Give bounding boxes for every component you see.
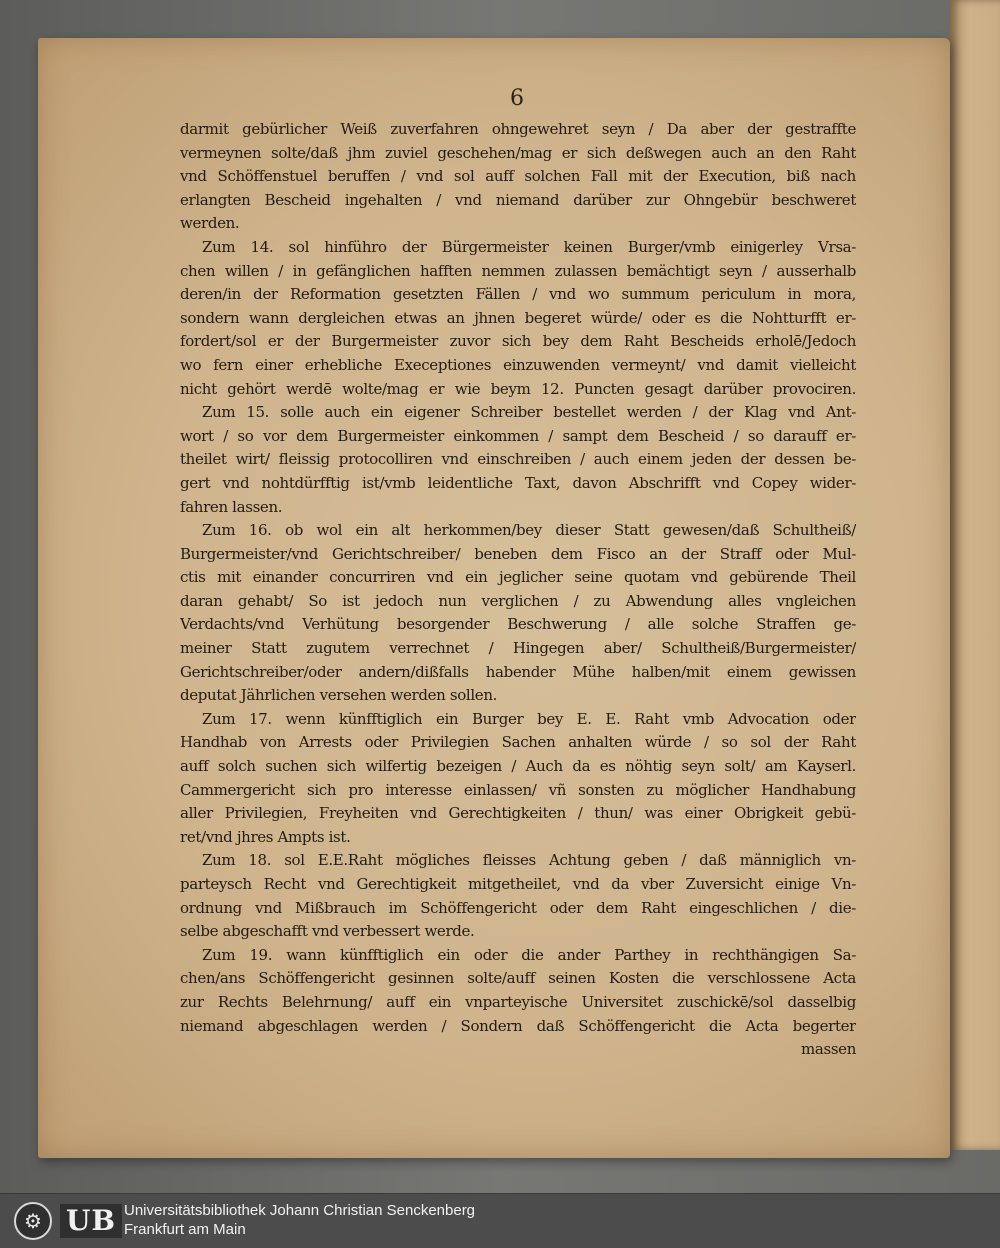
text-line: theilet wirt/ fleissig protocolliren vnd einschreiben / auch einem jeden der dessen be-: [180, 450, 856, 469]
text-line: erlangten Bescheid ingehalten / vnd niemand darüber zur Ohngebür beschweret: [180, 190, 856, 209]
text-line: nicht gehört werdē wolte/mag er wie beym 12. Puncten gesagt darüber provociren.: [180, 379, 856, 398]
text-line: Burgermeister/vnd Gerichtschreiber/ beneben dem Fisco an der Straff oder Mul-: [180, 544, 856, 563]
catchword: massen: [801, 1040, 856, 1059]
text-line: Cammergericht sich pro interesse einlassen/ vñ sonsten zu möglicher Handhabung: [180, 780, 856, 799]
text-line: Handhab von Arrests oder Privilegien Sachen anhalten würde / so sol der Raht: [180, 733, 856, 752]
text-line: Zum 18. sol E.E.Raht mögliches fleisses Achtung geben / daß männiglich vn-: [202, 851, 856, 870]
text-line: gert vnd nohtdürfftig ist/vmb leidentliche Taxt, davon Abschrifft vnd Copey wider-: [180, 473, 856, 492]
text-line: parteysch Recht vnd Gerechtigkeit mitgetheilet, vnd da vber Zuversicht einige Vn-: [180, 875, 856, 893]
text-line: vnd Schöffenstuel beruffen / vnd sol auff solchen Fall mit der Execution, biß nach: [180, 167, 856, 186]
text-line: meiner Statt zugutem verrechnet / Hingegen aber/ Schultheiß/Burgermeister/: [180, 639, 856, 658]
text-line: Zum 16. ob wol ein alt herkommen/bey dieser Statt gewesen/daß Schultheiß/: [202, 521, 856, 540]
text-line: fordert/sol er der Burgermeister zuvor sich bey dem Raht Bescheids erholē/Jedoch: [180, 332, 856, 351]
text-line: Verdachts/vnd Verhütung besorgender Beschwerung / alle solche Straffen ge-: [180, 615, 856, 634]
text-line: Zum 14. sol hinführo der Bürgermeister keinen Burger/vmb einigerley Vrsa-: [202, 237, 856, 256]
text-line: zur Rechts Belehrnung/ auff ein vnparteyische Universitet zuschickē/sol dasselbig: [180, 992, 856, 1011]
seal-icon: ⚙: [14, 1202, 52, 1240]
text-line: aller Privilegien, Freyheiten vnd Gerechtigkeiten / thun/ was einer Obrigkeit gebü-: [180, 804, 856, 823]
text-line: niemand abgeschlagen werden / Sondern daß Schöffengericht die Acta begerter: [180, 1016, 856, 1035]
text-line: ctis mit einander concurriren vnd ein jeglicher seine quotam vnd gebürende Theil: [180, 568, 856, 587]
text-line: chen willen / in gefänglichen hafften nemmen zulassen bemächtigt seyn / ausserhalb: [180, 261, 856, 280]
ub-logo-text: UB: [60, 1204, 122, 1238]
text-line: auff solch suchen sich wilfertig bezeigen / Auch da es nöhtig seyn solt/ am Kayserl.: [180, 757, 856, 776]
facing-page-edge: [950, 0, 1000, 1150]
text-line: Zum 15. solle auch ein eigener Schreiber bestellet werden / der Klag vnd Ant-: [202, 403, 856, 422]
institution-location: Frankfurt am Main: [124, 1221, 246, 1238]
text-line: Zum 19. wann künfftiglich ein oder die ander Parthey in rechthängigen Sa-: [202, 945, 856, 964]
institution-name: Universitätsbibliothek Johann Christian Senckenberg: [124, 1202, 476, 1219]
text-line: deren/in der Reformation gesetzten Fällen / vnd wo summum periculum in mora,: [180, 285, 856, 304]
body-text: [180, 118, 856, 1062]
text-line: selbe abgeschafft vnd verbessert werde.: [180, 922, 475, 941]
text-line: deputat Jährlichen versehen werden sollen.: [180, 686, 498, 705]
library-footer: [0, 1193, 1000, 1248]
text-line: ordnung vnd Mißbrauch im Schöffengericht oder dem Raht eingeschlichen / die-: [180, 898, 856, 917]
text-line: ret/vnd jhres Ampts ist.: [180, 827, 351, 846]
text-line: Zum 17. wenn künfftiglich ein Burger bey E. E. Raht vmb Advocation oder: [202, 709, 856, 728]
text-line: werden.: [180, 214, 240, 233]
text-line: fahren lassen.: [180, 497, 283, 516]
text-line: daran gehabt/ So ist jedoch nun verglichen / zu Abwendung alles vngleichen: [180, 591, 856, 610]
text-line: vermeynen solte/daß jhm zuviel geschehen/mag er sich deßwegen auch an den Raht: [180, 143, 856, 162]
text-line: chen/ans Schöffengericht gesinnen solte/auff seinen Kosten die verschlossene Acta: [180, 969, 856, 988]
text-line: Gerichtschreiber/oder andern/dißfalls habender Mühe halben/mit einem gewissen: [180, 662, 856, 681]
text-line: darmit gebürlicher Weiß zuverfahren ohngewehret seyn / Da aber der gestraffte: [180, 120, 856, 138]
text-line: wo fern einer erhebliche Execeptiones einzuwenden vermeynt/ vnd damit vielleicht: [180, 355, 856, 374]
library-logo[interactable]: [14, 1202, 117, 1240]
page-number: 6: [510, 86, 524, 111]
text-line: sondern wann dergleichen etwas an jhnen begeret würde/ oder es die Nohtturfft er-: [180, 308, 856, 327]
text-line: wort / so vor dem Burgermeister einkommen / sampt dem Bescheid / so darauff er-: [180, 426, 856, 445]
